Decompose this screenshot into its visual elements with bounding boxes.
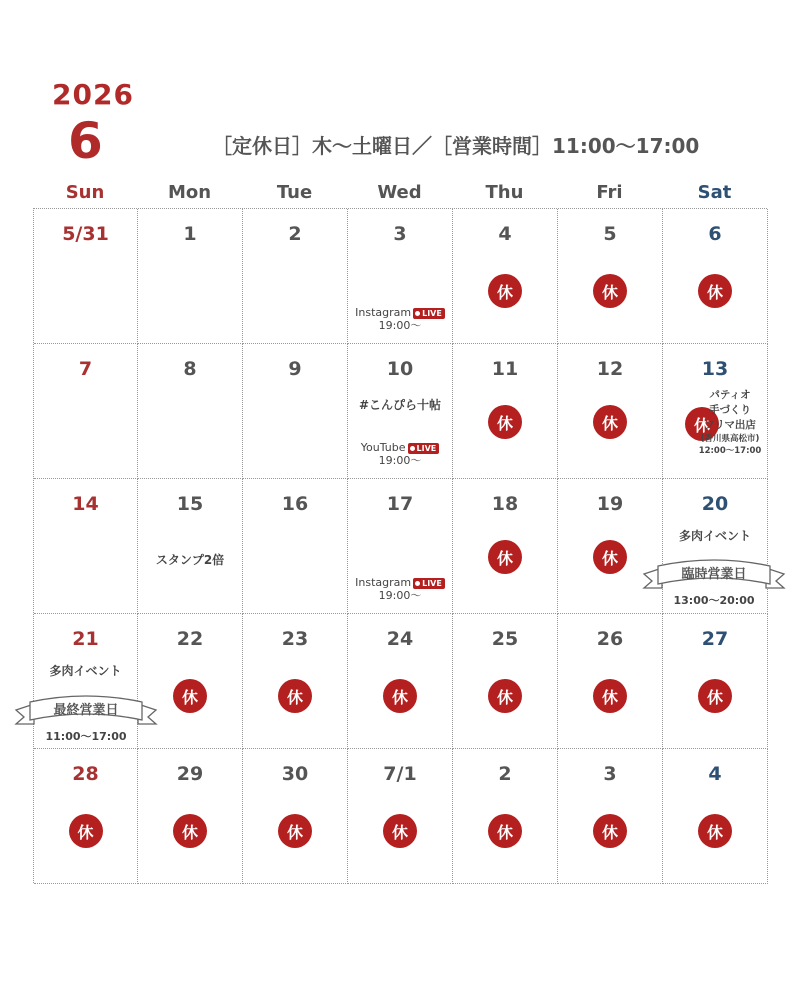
day-cell (348, 614, 453, 749)
live-platform: Instagram (355, 576, 412, 589)
ribbon-label: 最終営業日 (53, 703, 119, 718)
closed-badge: 休 (173, 814, 207, 848)
day-number: 3 (603, 763, 617, 785)
day-number: 18 (491, 493, 519, 515)
day-cell (138, 749, 243, 884)
day-number: 23 (281, 628, 309, 650)
day-number: 30 (281, 763, 309, 785)
event-time: 12:00〜17:00 (698, 446, 762, 456)
day-number: 8 (183, 358, 197, 380)
weekday-wed: Wed (377, 182, 422, 203)
day-cell (243, 479, 348, 614)
live-time: 19:00〜 (378, 454, 422, 467)
day-cell (243, 344, 348, 479)
live-platform: YouTube (360, 441, 406, 454)
day-number: 12 (596, 358, 624, 380)
live-dot-icon (415, 311, 420, 316)
day-cell (348, 344, 453, 479)
day-number: 5/31 (62, 223, 109, 245)
day-cell (348, 209, 453, 344)
event-line: 手づくり (709, 404, 751, 416)
day-cell (558, 344, 663, 479)
live-dot-icon (410, 446, 415, 451)
day-cell (34, 209, 138, 344)
day-number: 28 (72, 763, 99, 785)
closed-badge: 休 (69, 814, 103, 848)
closed-badge: 休 (698, 274, 732, 308)
weekday-header (33, 182, 767, 208)
calendar-year: 2026 (52, 78, 134, 111)
day-number: 14 (72, 493, 99, 515)
day-cell (663, 614, 768, 749)
day-cell (453, 479, 558, 614)
day-cell (453, 209, 558, 344)
day-number: 13 (701, 358, 729, 380)
weekday-mon: Mon (167, 182, 212, 203)
day-number: 7/1 (383, 763, 417, 785)
day-number: 26 (596, 628, 624, 650)
calendar-month: 6 (68, 112, 103, 170)
day-cell (348, 479, 453, 614)
day-cell (663, 344, 768, 479)
closed-badge: 休 (593, 540, 627, 574)
closed-badge: 休 (278, 814, 312, 848)
day-cell (453, 749, 558, 884)
day-number: 29 (176, 763, 204, 785)
event-location: (香川県高松市) (700, 434, 760, 444)
event-line: フリマ出店 (704, 419, 756, 431)
business-hours-note: ［定休日］木〜土曜日／［営業時間］11:00〜17:00 (212, 134, 700, 158)
weekday-sun: Sun (65, 182, 105, 203)
ribbon-time: 13:00〜20:00 (673, 594, 755, 607)
youtube-live-event (348, 441, 452, 467)
day-number: 16 (281, 493, 309, 515)
day-number: 27 (701, 628, 729, 650)
closed-badge: 休 (593, 679, 627, 713)
day-number: 15 (176, 493, 204, 515)
live-dot-icon (415, 581, 420, 586)
ribbon-label: 臨時営業日 (681, 567, 747, 582)
event-title: 多肉イベント (49, 664, 122, 678)
ribbon-time: 11:00〜17:00 (45, 730, 127, 743)
instagram-live-event (348, 576, 452, 602)
day-number: 7 (78, 358, 93, 380)
day-number: 2 (288, 223, 302, 245)
day-number: 11 (491, 358, 519, 380)
day-number: 4 (708, 763, 722, 785)
day-number: 1 (183, 223, 197, 245)
day-cell (663, 749, 768, 884)
day-cell (243, 749, 348, 884)
day-number: 9 (288, 358, 302, 380)
day-cell (663, 209, 768, 344)
day-number: 2 (498, 763, 512, 785)
day-number: 20 (701, 493, 729, 515)
day-number: 21 (72, 628, 99, 650)
weekday-fri: Fri (596, 182, 623, 203)
day-cell (558, 614, 663, 749)
day-cell (453, 344, 558, 479)
day-number: 19 (596, 493, 624, 515)
day-cell (243, 209, 348, 344)
event-title: スタンプ2倍 (155, 553, 225, 567)
closed-badge: 休 (488, 814, 522, 848)
closed-badge: 休 (698, 814, 732, 848)
closed-badge: 休 (698, 679, 732, 713)
live-badge: LIVE (408, 443, 440, 454)
flea-market-event (693, 388, 767, 457)
live-time: 19:00〜 (378, 319, 422, 332)
day-cell (558, 749, 663, 884)
closed-badge: 休 (278, 679, 312, 713)
live-platform: Instagram (355, 306, 412, 319)
day-number: 22 (176, 628, 204, 650)
day-number: 4 (498, 223, 512, 245)
final-day-ribbon (12, 688, 160, 746)
day-number: 17 (386, 493, 414, 515)
closed-badge: 休 (593, 274, 627, 308)
day-number: 3 (393, 223, 407, 245)
event-line: パティオ (709, 389, 751, 401)
day-number: 10 (386, 358, 414, 380)
calendar-grid (33, 208, 767, 883)
special-open-ribbon (640, 552, 788, 610)
closed-badge: 休 (488, 540, 522, 574)
day-cell (138, 209, 243, 344)
day-cell (34, 749, 138, 884)
day-number: 25 (491, 628, 519, 650)
live-badge: LIVE (413, 308, 445, 319)
closed-badge: 休 (383, 814, 417, 848)
day-number: 5 (603, 223, 617, 245)
day-number: 6 (708, 223, 722, 245)
day-cell (34, 479, 138, 614)
live-time: 19:00〜 (378, 589, 422, 602)
day-cell (138, 344, 243, 479)
live-badge: LIVE (413, 578, 445, 589)
closed-badge: 休 (488, 679, 522, 713)
day-cell (243, 614, 348, 749)
event-title: #こんぴら十帖 (358, 398, 442, 412)
closed-badge: 休 (685, 407, 719, 441)
day-cell (138, 479, 243, 614)
day-cell (453, 614, 558, 749)
event-title: 多肉イベント (678, 529, 751, 543)
closed-badge: 休 (593, 814, 627, 848)
day-cell (34, 344, 138, 479)
weekday-sat: Sat (697, 182, 732, 203)
day-cell (558, 209, 663, 344)
day-number: 24 (386, 628, 414, 650)
closed-badge: 休 (488, 274, 522, 308)
closed-badge: 休 (383, 679, 417, 713)
closed-badge: 休 (593, 405, 627, 439)
weekday-tue: Tue (276, 182, 313, 203)
instagram-live-event (348, 306, 452, 332)
closed-badge: 休 (488, 405, 522, 439)
closed-badge: 休 (173, 679, 207, 713)
day-cell (348, 749, 453, 884)
weekday-thu: Thu (485, 182, 524, 203)
